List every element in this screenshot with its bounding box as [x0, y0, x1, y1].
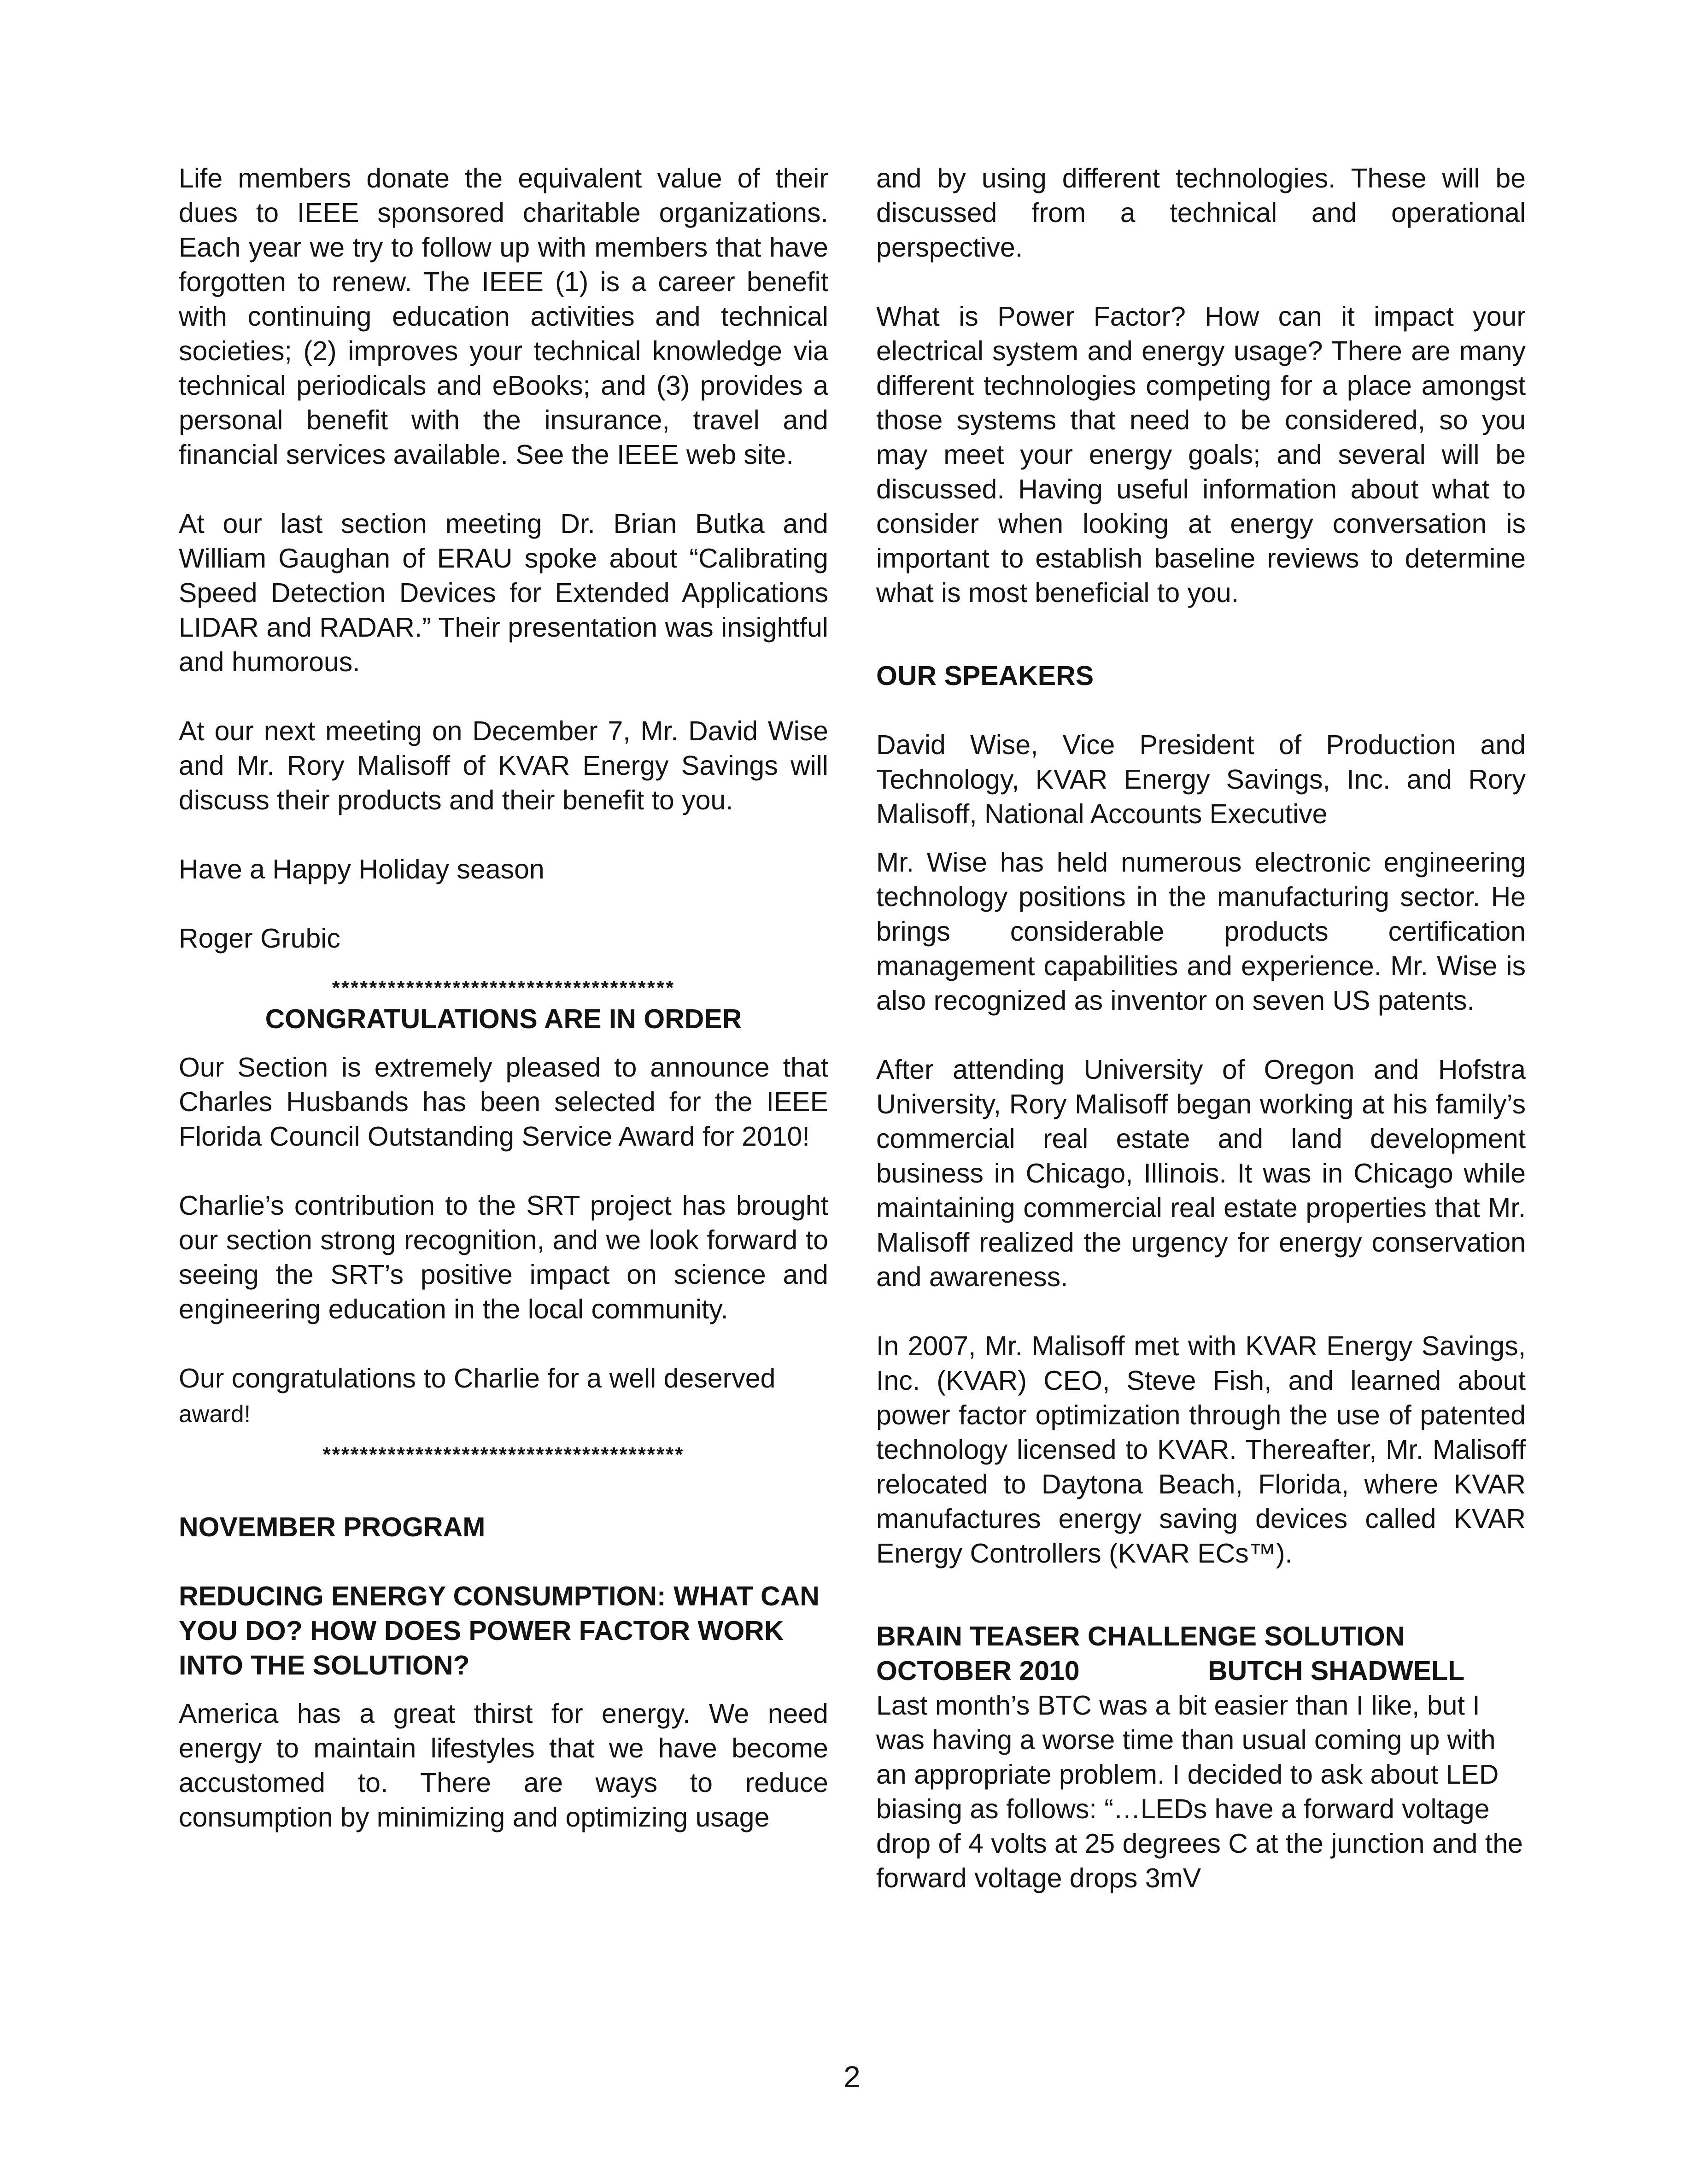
congrats-paragraph-1: Our Section is extremely pleased to announce that Charles Husbands has been selected for the IEEE Florida Council Outstanding Service Award for 2010!	[179, 1052, 828, 1152]
right-column	[876, 161, 1526, 1930]
brain-teaser-title: BRAIN TEASER CHALLENGE SOLUTION	[876, 1621, 1405, 1651]
malisoff-kvar: In 2007, Mr. Malisoff met with KVAR Energy Savings, Inc. (KVAR) CEO, Steve Fish, and learned about power factor optimization through the use of patented technology licensed to KVAR. Thereafter, Mr. Malisoff relocated to Daytona Beach, Florida, where KVAR manufactures energy saving devices called KVAR Energy Controllers (KVAR ECs™).	[876, 1331, 1526, 1569]
program-title: REDUCING ENERGY CONSUMPTION: WHAT CAN YOU DO? HOW DOES POWER FACTOR WORK INTO THE SOLUTION?	[179, 1581, 820, 1680]
signature: Roger Grubic	[179, 923, 340, 954]
last-meeting-paragraph: At our last section meeting Dr. Brian Butka and William Gaughan of ERAU spoke about “Calibrating Speed Detection Devices for Extended Applications LIDAR and RADAR.” Their presentation was insightful and humorous.	[179, 509, 828, 677]
separator-stars: ***************************************	[322, 1443, 685, 1466]
speakers-intro: David Wise, Vice President of Production and Technology, KVAR Energy Savings, Inc. and Rory Malisoff, National Accounts Executive	[876, 730, 1526, 829]
brain-teaser-heading	[876, 1619, 1526, 1688]
congrats-paragraph-3	[179, 1361, 828, 1432]
page-number: 2	[843, 2060, 861, 2094]
speakers-heading: OUR SPEAKERS	[876, 661, 1094, 691]
congrats-heading: CONGRATULATIONS ARE IN ORDER	[265, 1004, 742, 1034]
congrats-paragraph-2: Charlie’s contribution to the SRT project has brought our section strong recognition, and we look forward to seeing the SRT’s positive impact on science and engineering education in the local community.	[179, 1190, 828, 1324]
life-members-paragraph: Life members donate the equivalent value of their dues to IEEE sponsored charitable organizations. Each year we try to follow up with members that have forgotten to renew. The IEEE (1) is a career benefit with continuing education activities and technical societies; (2) improves your technical knowledge via technical periodicals and eBooks; and (3) provides a personal benefit with the insurance, travel and financial services available. See the IEEE web site.	[179, 163, 828, 470]
power-factor-paragraph: What is Power Factor? How can it impact your electrical system and energy usage? There are many different technologies competing for a place amongst those systems that need to be considered, so you may meet your energy goals; and several will be discussed. Having useful information about what to consider when looking at energy conversation is important to establish baseline reviews to determine what is most beneficial to you.	[876, 301, 1526, 608]
wise-bio: Mr. Wise has held numerous electronic engineering technology positions in the manufacturing sector. He brings considerable products certification management capabilities and experience. Mr. Wise is also recognized as inventor on seven US patents.	[876, 847, 1526, 1016]
holiday-greeting: Have a Happy Holiday season	[179, 854, 545, 884]
congrats-paragraph-3-tail: award!	[179, 1401, 251, 1428]
brain-teaser-author: BUTCH SHADWELL	[1208, 1656, 1465, 1686]
left-column	[179, 161, 828, 1869]
malisoff-bio: After attending University of Oregon and Hofstra University, Rory Malisoff began working at his family’s commercial real estate and land development business in Chicago, Illinois. It was in Chicago while maintaining commercial real estate properties that Mr. Malisoff realized the urgency for energy conservation and awareness.	[876, 1054, 1526, 1292]
separator-stars: *************************************	[332, 977, 675, 999]
brain-teaser-paragraph: Last month’s BTC was a bit easier than I like, but I was having a worse time than usual coming up with an appropriate problem. I decided to ask about LED biasing as follows: “…LEDs have a forward voltage drop of 4 volts at 25 degrees C at the junction and the forward voltage drops 3mV	[876, 1690, 1523, 1893]
program-paragraph-1-continued: and by using different technologies. These will be discussed from a technical and operational perspective.	[876, 163, 1526, 263]
program-heading: NOVEMBER PROGRAM	[179, 1512, 486, 1542]
program-paragraph-1: America has a great thirst for energy. We need energy to maintain lifestyles that we have become accustomed to. There are ways to reduce consumption by minimizing and optimizing usage	[179, 1698, 828, 1833]
brain-teaser-date: OCTOBER 2010	[876, 1656, 1080, 1686]
next-meeting-paragraph: At our next meeting on December 7, Mr. David Wise and Mr. Rory Malisoff of KVAR Energy Savings will discuss their products and their benefit to you.	[179, 716, 828, 815]
congrats-paragraph-3-text: Our congratulations to Charlie for a well deserved	[179, 1363, 776, 1394]
